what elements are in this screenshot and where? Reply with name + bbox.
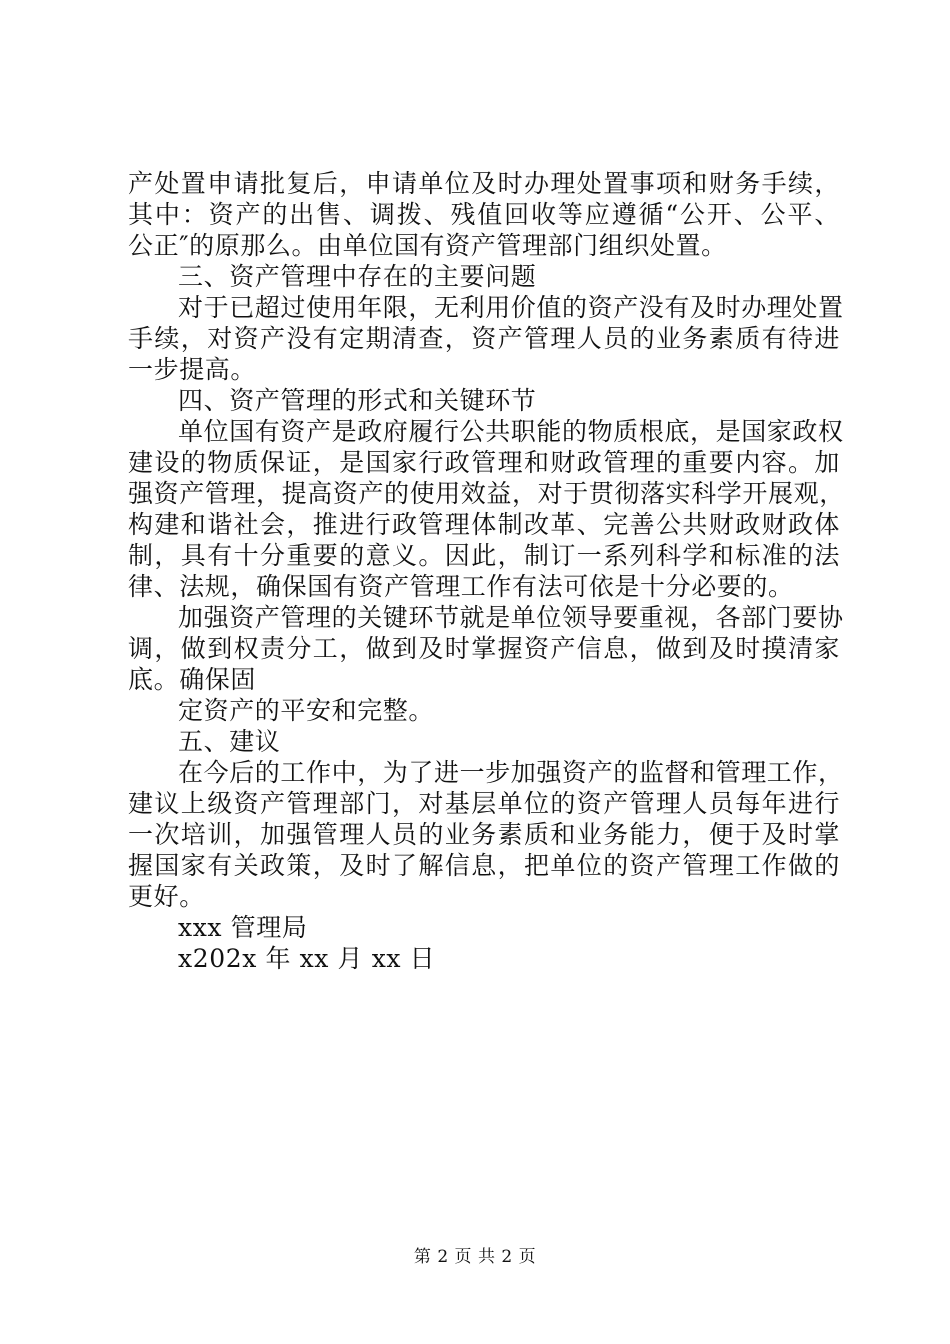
page-footer: 第 2 页 共 2 页 xyxy=(413,1247,537,1267)
paragraph-line: 定资产的平安和完整。 xyxy=(178,696,435,725)
paragraph-line: 一步提高。 xyxy=(128,355,257,384)
paragraph-line: 构建和谐社会，推进行政管理体制改革、完善公共财政财政体 xyxy=(128,510,840,539)
paragraph-line: 在今后的工作中，为了进一步加强资产的监督和管理工作， xyxy=(178,758,844,787)
paragraph-line: 调，做到权责分工，做到及时掌握资产信息，做到及时摸清家 xyxy=(128,634,840,663)
section-heading-4: 四、资产管理的形式和关键环节 xyxy=(178,386,537,415)
paragraph-line: 握国家有关政策，及时了解信息，把单位的资产管理工作做的 xyxy=(128,851,840,880)
paragraph-line: 律、法规，确保国有资产管理工作有法可依是十分必要的。 xyxy=(128,572,794,601)
paragraph-line: 制，具有十分重要的意义。因此，制订一系列科学和标准的法 xyxy=(128,541,840,570)
signature-date: x202x 年 xx 月 xx 日 xyxy=(178,944,436,973)
paragraph-line: 建设的物质保证，是国家行政管理和财政管理的重要内容。加 xyxy=(128,448,840,477)
paragraph-line: 强资产管理，提高资产的使用效益，对于贯彻落实科学开展观， xyxy=(128,479,845,508)
paragraph-line: 公正″的原那么。由单位国有资产管理部门组织处置。 xyxy=(128,231,727,260)
paragraph-line: 单位国有资产是政府履行公共职能的物质根底，是国家政权 xyxy=(178,417,844,446)
paragraph-line: 一次培训，加强管理人员的业务素质和业务能力，便于及时掌 xyxy=(128,820,840,849)
signature-organization: xxx 管理局 xyxy=(178,913,308,942)
section-heading-5: 五、建议 xyxy=(178,727,281,756)
document-body xyxy=(128,168,845,974)
paragraph-line: 手续，对资产没有定期清查，资产管理人员的业务素质有待进 xyxy=(128,324,840,353)
paragraph-line: 对于已超过使用年限，无利用价值的资产没有及时办理处置 xyxy=(178,293,844,322)
paragraph-line: 加强资产管理的关键环节就是单位领导要重视，各部门要协 xyxy=(178,603,844,632)
paragraph-line: 产处置申请批复后，申请单位及时办理处置事项和财务手续， xyxy=(128,169,840,198)
paragraph-line: 其中：资产的出售、调拨、残值回收等应遵循“公开、公平、 xyxy=(128,200,840,229)
paragraph-line: 底。确保固 xyxy=(128,665,257,694)
section-heading-3: 三、资产管理中存在的主要问题 xyxy=(178,262,537,291)
paragraph-line: 建议上级资产管理部门，对基层单位的资产管理人员每年进行 xyxy=(128,789,840,818)
paragraph-line: 更好。 xyxy=(128,882,205,911)
